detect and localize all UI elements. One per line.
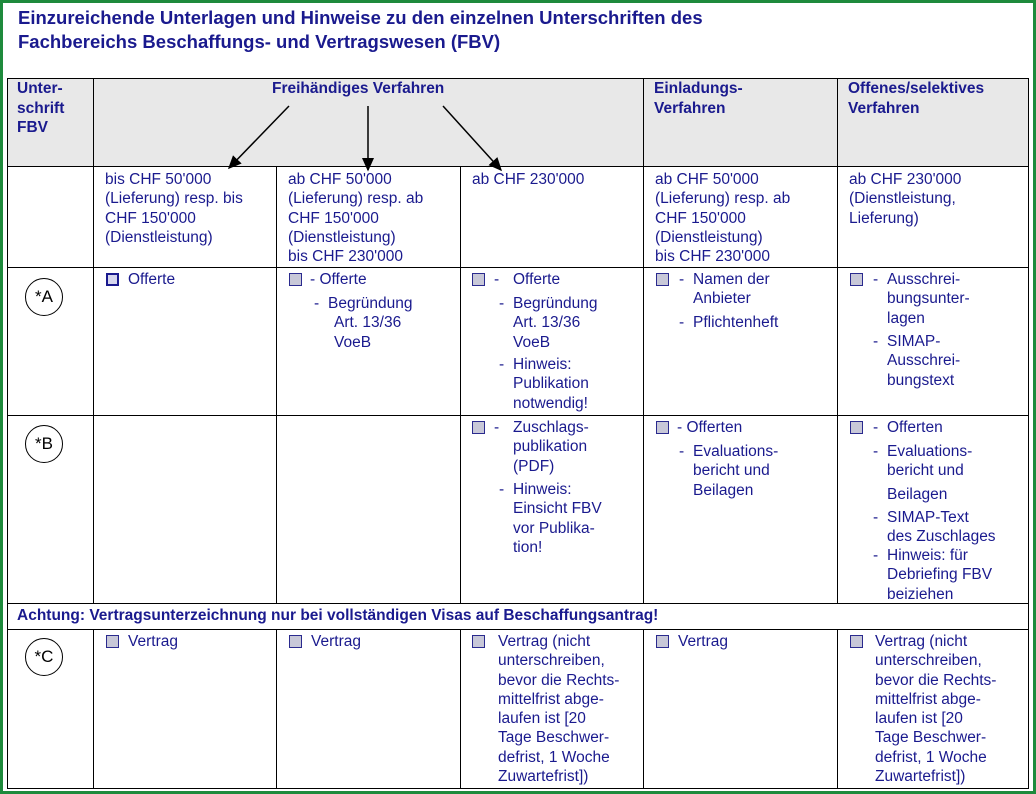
a-c4-pflichtenheft: - Pflichtenheft: [679, 314, 779, 331]
a-c2-begruendung: - Begründung Art. 13/36 VoeB: [314, 295, 413, 351]
header-unterschrift: Unter- schrift FBV: [17, 80, 65, 136]
checkbox-c-c4[interactable]: [656, 635, 669, 648]
b-c4-evaluation: - Evaluations- bericht und Beilagen: [679, 443, 779, 499]
b-c4-offerten: - Offerten: [677, 419, 743, 436]
threshold-col5: ab CHF 230'000 (Dienstleistung, Lieferung): [849, 171, 962, 227]
row-a-label: *A: [25, 278, 63, 316]
header-einladung: Einladungs- Verfahren: [654, 80, 743, 117]
a-c3-dash: -: [494, 271, 500, 288]
checkbox-a-c5[interactable]: [850, 273, 863, 286]
checkbox-c-c5[interactable]: [850, 635, 863, 648]
warning-text: Achtung: Vertragsunterzeichnung nur bei vollständigen Visas auf Beschaffungsantrag!: [17, 607, 659, 624]
c-c1-vertrag: Vertrag: [128, 633, 178, 650]
checkbox-a-c2[interactable]: [289, 273, 302, 286]
title-line-1: Einzureichende Unterlagen und Hinweise zu den einzelnen Unterschriften des: [18, 7, 703, 28]
a-c3-begruendung: - Begründung Art. 13/36 VoeB: [499, 295, 598, 351]
threshold-col3: ab CHF 230'000: [472, 171, 585, 188]
checkbox-a-c3[interactable]: [472, 273, 485, 286]
c-c5-vertrag: Vertrag (nicht unterschreiben, bevor die Rechts- mittelfrist abge- laufen ist [20 Tage Beschwer- defrist, 1 Woche Zuwartefrist]): [875, 633, 997, 786]
b-c5-evaluation: - Evaluations- bericht und Beilagen: [873, 443, 973, 503]
b-c5-offerten: - Offerten: [873, 419, 943, 436]
b-c5-hinweis: - Hinweis: für Debriefing FBV beiziehen: [873, 547, 993, 603]
checkbox-c-c3[interactable]: [472, 635, 485, 648]
a-c3-offerte: Offerte: [513, 271, 561, 288]
b-c3-dash: -: [494, 419, 500, 436]
a-c5-ausschreibung: - Ausschrei- bungsunter- lagen: [873, 271, 970, 327]
checkbox-b-c5[interactable]: [850, 421, 863, 434]
requirements-table: [7, 78, 1029, 789]
checkbox-c-c2[interactable]: [289, 635, 302, 648]
a-c3-hinweis: - Hinweis: Publikation notwendig!: [499, 356, 589, 412]
a-c1-offerte: Offerte: [128, 271, 176, 288]
header-offen: Offenes/selektives Verfahren: [848, 80, 985, 117]
a-c2-offerte: - Offerte: [310, 271, 367, 288]
checkbox-a-c4[interactable]: [656, 273, 669, 286]
c-c3-vertrag: Vertrag (nicht unterschreiben, bevor die Rechts- mittelfrist abge- laufen ist [20 Tage Beschwer- defrist, 1 Woche Zuwartefrist]): [498, 633, 620, 786]
arrow-left: [229, 106, 289, 168]
row-c-label: *C: [25, 638, 63, 676]
threshold-col2: ab CHF 50'000 (Lieferung) resp. ab CHF 150'000 (Dienstleistung) bis CHF 230'000: [288, 171, 424, 266]
page-title: [18, 6, 1018, 54]
header-freihaendig: Freihändiges Verfahren: [272, 80, 445, 97]
threshold-col4: ab CHF 50'000 (Lieferung) resp. ab CHF 150'000 (Dienstleistung) bis CHF 230'000: [655, 171, 791, 266]
checkbox-c-c1[interactable]: [106, 635, 119, 648]
c-c4-vertrag: Vertrag: [678, 633, 728, 650]
checkbox-a-c1[interactable]: [106, 273, 119, 286]
c-c2-vertrag: Vertrag: [311, 633, 361, 650]
row-b-label: *B: [25, 425, 63, 463]
checkbox-b-c3[interactable]: [472, 421, 485, 434]
title-line-2: Fachbereichs Beschaffungs- und Vertragswesen (FBV): [18, 31, 501, 52]
b-c3-hinweis: - Hinweis: Einsicht FBV vor Publika- tion!: [499, 481, 602, 556]
a-c5-simap: - SIMAP- Ausschrei- bungstext: [873, 333, 961, 389]
threshold-col1: bis CHF 50'000 (Lieferung) resp. bis CHF 150'000 (Dienstleistung): [105, 171, 243, 246]
b-c5-simap: - SIMAP-Text des Zuschlages: [873, 509, 996, 546]
checkbox-b-c4[interactable]: [656, 421, 669, 434]
b-c3-zuschlag: Zuschlags- publikation (PDF): [513, 419, 589, 475]
arrow-right: [443, 106, 501, 170]
a-c4-namen: - Namen der Anbieter: [679, 271, 770, 308]
